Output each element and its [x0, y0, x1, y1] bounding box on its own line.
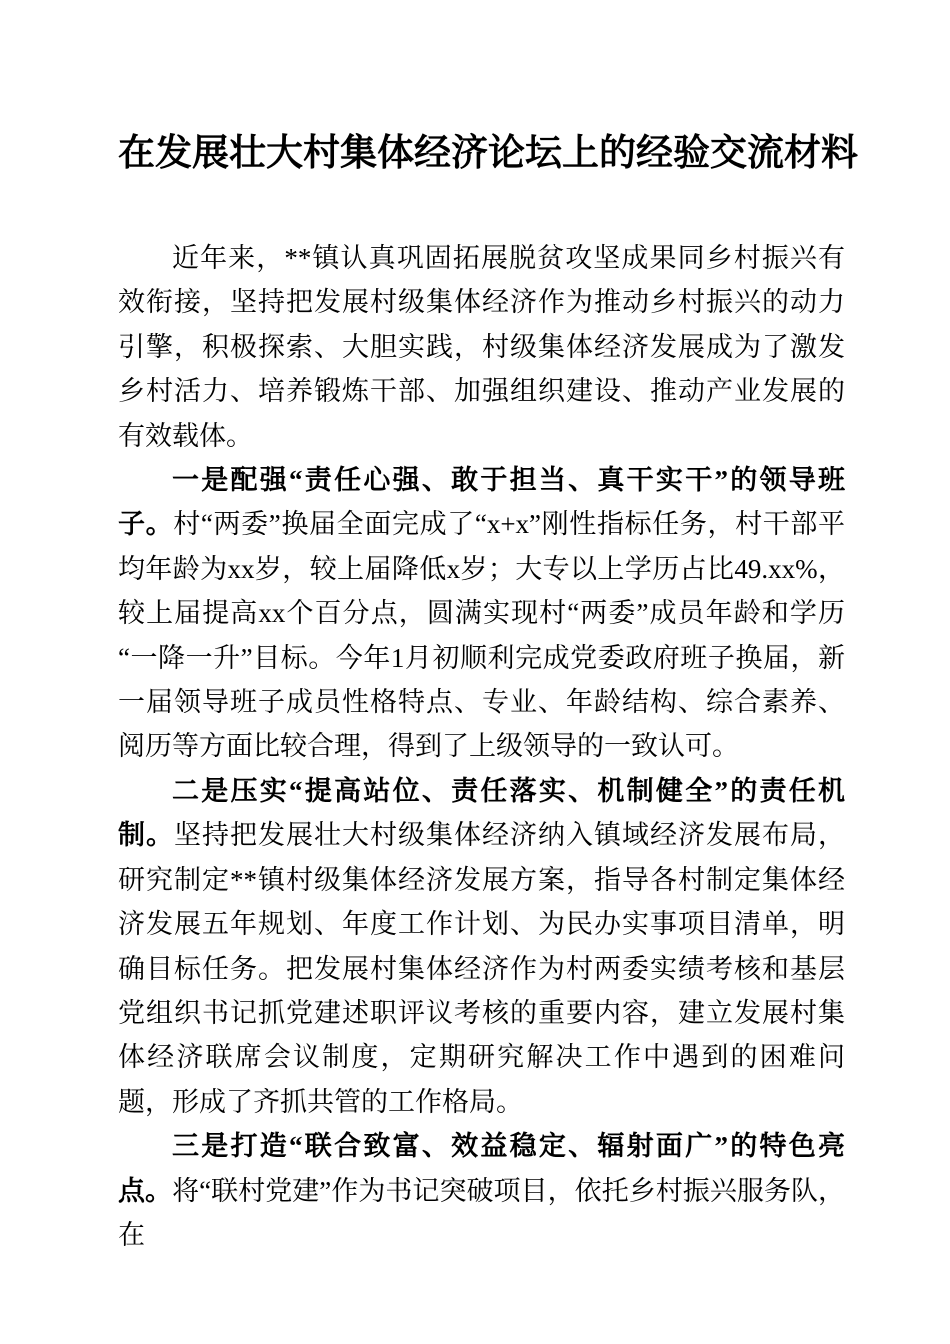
paragraph-point-three: [118, 1124, 845, 1257]
paragraph-text: 坚持把发展壮大村级集体经济纳入镇域经济发展布局，研究制定**镇村级集体经济发展方案，指导各村制定集体经济发展五年规划、年度工作计划、为民办实事项目清单，明确目标任务。把发展村集体经济作为村两委实绩考核和基层党组织书记抓党建述职评议考核的重要内容，建立发展村集体经济联席会议制度，定期研究解决工作中遇到的困难问题，形成了齐抓共管的工作格局。: [118, 820, 845, 1117]
paragraph-point-one: [118, 458, 845, 769]
paragraph-lead: 一是配强“责任心强、敢于担当、真干实干”的领导班子。: [118, 465, 845, 540]
paragraph-text: 村“两委”换届全面完成了“x+x”刚性指标任务，村干部平均年龄为xx岁，较上届降低x岁；大专以上学历占比49.xx%，较上届提高xx个百分点，圆满实现村“两委”成员年龄和学历“一降一升”目标。今年1月初顺利完成党委政府班子换届，新一届领导班子成员性格特点、专业、年龄结构、综合素养、阅历等方面比较合理，得到了上级领导的一致认可。: [118, 509, 846, 762]
paragraph-text: 将“联村党建”作为书记突破项目，依托乡村振兴服务队，在: [118, 1175, 845, 1250]
paragraph-lead: 三是打造“联合致富、效益稳定、辐射面广”的特色亮点。: [118, 1131, 845, 1206]
paragraph-point-two: [118, 769, 845, 1124]
paragraph-intro: [118, 236, 845, 458]
document-title: 在发展壮大村集体经济论坛上的经验交流材料: [118, 133, 858, 174]
document-body: [118, 236, 845, 1257]
paragraph-lead: 二是压实“提高站位、责任落实、机制健全”的责任机制。: [118, 775, 845, 851]
paragraph-text: 近年来，**镇认真巩固拓展脱贫攻坚成果同乡村振兴有效衔接，坚持把发展村级集体经济作为推动乡村振兴的动力引擎，积极探索、大胆实践，村级集体经济发展成为了激发乡村活力、培养锻炼干部、加强组织建设、推动产业发展的有效载体。: [118, 243, 845, 451]
